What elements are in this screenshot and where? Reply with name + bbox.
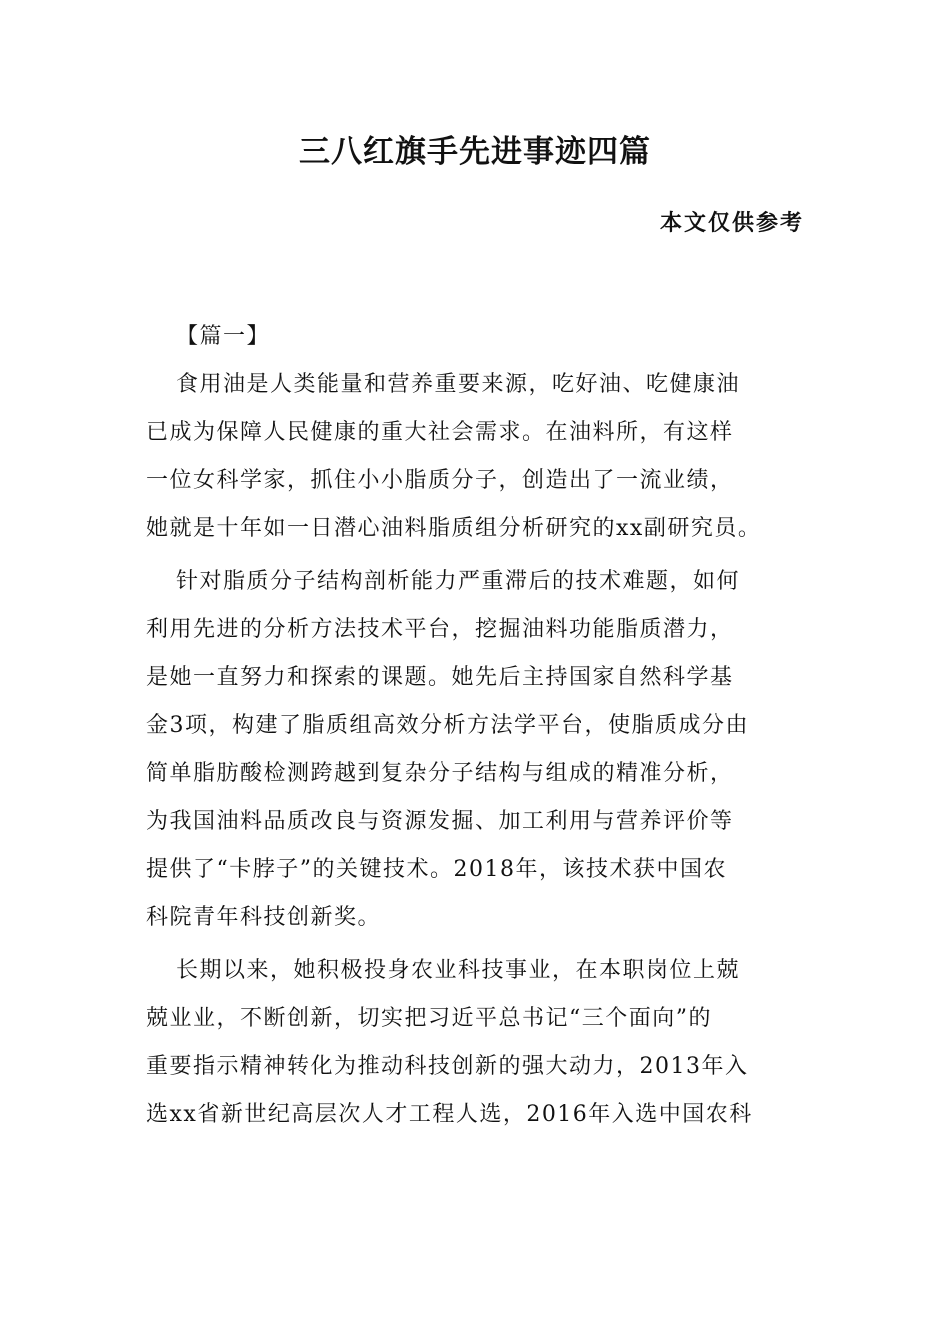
text-line: 利用先进的分析方法技术平台，挖掘油料功能脂质潜力， bbox=[146, 617, 734, 642]
text-line: 提供了“卡脖子”的关键技术。2018年，该技术获中国农 bbox=[146, 857, 727, 882]
text-line: 针对脂质分子结构剖析能力严重滞后的技术难题，如何 bbox=[176, 569, 741, 594]
text-line: 食用油是人类能量和营养重要来源，吃好油、吃健康油 bbox=[176, 372, 741, 397]
text-line: 简单脂肪酸检测跨越到复杂分子结构与组成的精准分析， bbox=[146, 761, 734, 786]
paragraph-2 bbox=[146, 558, 808, 942]
text-line: 一位女科学家，抓住小小脂质分子，创造出了一流业绩， bbox=[146, 468, 734, 493]
paragraph-1 bbox=[146, 361, 808, 553]
text-line: 重要指示精神转化为推动科技创新的强大动力，2013年入 bbox=[146, 1054, 749, 1079]
text-line: 选xx省新世纪高层次人才工程人选，2016年入选中国农科 bbox=[146, 1102, 753, 1127]
text-line: 科院青年科技创新奖。 bbox=[146, 905, 382, 930]
reference-note: 本文仅供参考 bbox=[659, 210, 804, 236]
document-body bbox=[146, 313, 808, 1139]
text-line: 为我国油料品质改良与资源发掘、加工利用与营养评价等 bbox=[146, 809, 734, 834]
document-title: 三八红旗手先进事迹四篇 bbox=[299, 134, 651, 170]
text-line: 是她一直努力和探索的课题。她先后主持国家自然科学基 bbox=[146, 665, 734, 690]
text-line: 已成为保障人民健康的重大社会需求。在油料所，有这样 bbox=[146, 420, 734, 445]
text-line: 长期以来，她积极投身农业科技事业，在本职岗位上兢 bbox=[176, 958, 741, 983]
text-line: 金3项，构建了脂质组高效分析方法学平台，使脂质成分由 bbox=[146, 713, 749, 738]
paragraph-3 bbox=[146, 947, 808, 1139]
text-line: 她就是十年如一日潜心油料脂质组分析研究的xx副研究员。 bbox=[146, 516, 762, 541]
section-label: 【篇一】 bbox=[176, 324, 271, 349]
text-line: 兢业业，不断创新，切实把习近平总书记“三个面向”的 bbox=[146, 1006, 712, 1031]
